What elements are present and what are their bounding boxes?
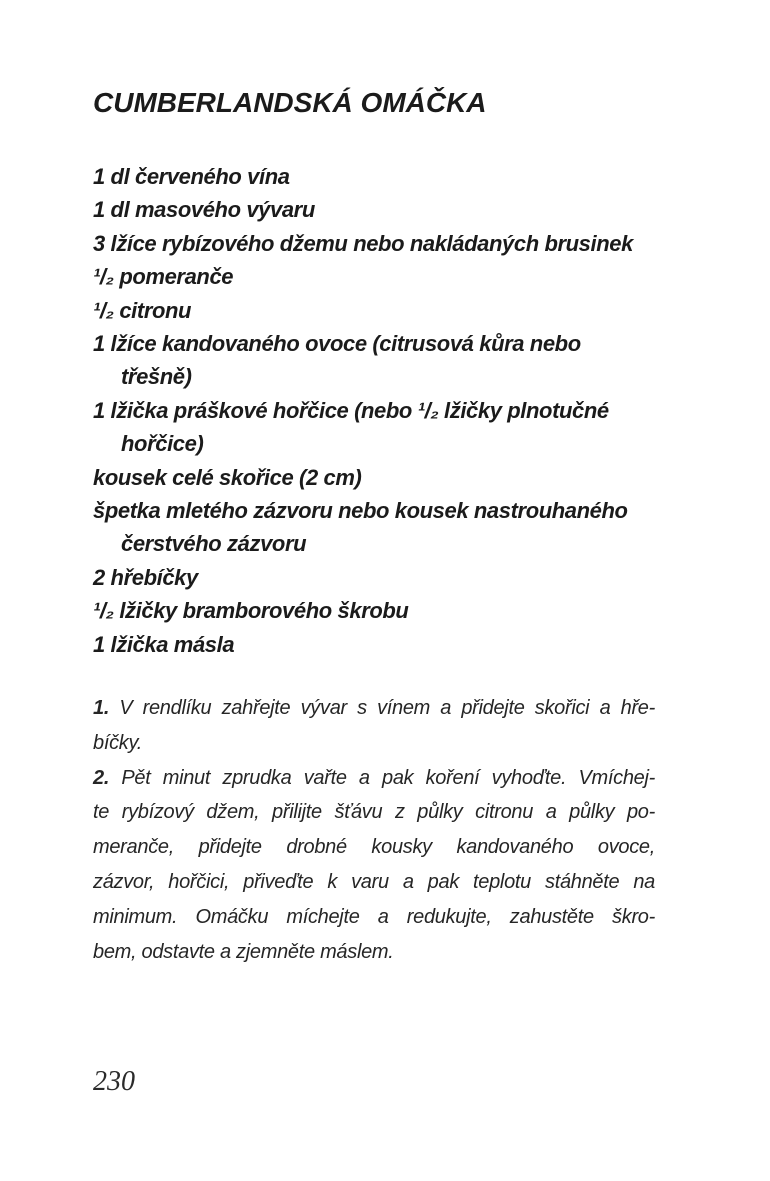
ingredient-line: 1 dl masového vývaru [93,197,315,223]
ingredient-line: ¹/₂ pomeranče [93,264,234,290]
step-number: 2. [93,766,110,789]
ingredient-line: 1 lžička másla [93,631,235,657]
instruction-text: Pět minut zprudka vařte a pak koření vyhoďte. Vmíchej- [121,766,655,789]
page-title: CUMBERLANDSKÁ OMÁČKA [93,87,487,118]
instruction-line [93,726,655,761]
instruction-line [93,795,655,830]
instruction-text: bíčky. [93,731,142,754]
instruction-text: bem, odstavte a zjemněte máslem. [93,940,394,963]
ingredient-line: 1 lžička práškové hořčice (nebo ¹/₂ lžičky plnotučné [93,397,609,423]
ingredient-line: kousek celé skořice (2 cm) [93,464,362,490]
ingredient-line: 3 lžíce rybízového džemu nebo nakládaných brusinek [93,230,633,256]
ingredient-line-continuation: třešně) [121,364,192,390]
instruction-text: meranče, přidejte drobné kousky kandovaného ovoce, [93,836,655,859]
instruction-text: zázvor, hořčici, přiveďte k varu a pak teplotu stáhněte na [93,871,655,894]
ingredient-line-continuation: hořčice) [121,431,204,457]
book-page [93,0,655,1181]
ingredient-line: ¹/₂ citronu [93,297,192,323]
instruction-line [93,865,655,900]
step-number: 1. [93,697,110,720]
ingredient-line: 1 dl červeného vína [93,164,290,189]
instruction-text: te rybízový džem, přilijte šťávu z půlky citronu a půlky po- [93,801,655,824]
ingredient-line-continuation: čerstvého zázvoru [121,531,307,557]
ingredients-list [93,160,655,661]
ingredient-line: 1 lžíce kandovaného ovoce (citrusová kůra nebo [93,331,581,357]
ingredient-line: špetka mletého zázvoru nebo kousek nastrouhaného [93,498,628,524]
ingredient-line: 2 hřebíčky [93,564,198,590]
instructions [93,691,655,969]
instruction-line [93,691,655,726]
instruction-text: V rendlíku zahřejte vývar s vínem a přidejte skořici a hře- [119,697,655,720]
instruction-line [93,935,655,970]
instruction-line [93,900,655,935]
page-number: 230 [93,1066,135,1097]
instruction-line [93,761,655,796]
instruction-line [93,830,655,865]
instruction-text: minimum. Omáčku míchejte a redukujte, zahustěte škro- [93,905,655,928]
ingredient-line: ¹/₂ lžičky bramborového škrobu [93,598,409,624]
